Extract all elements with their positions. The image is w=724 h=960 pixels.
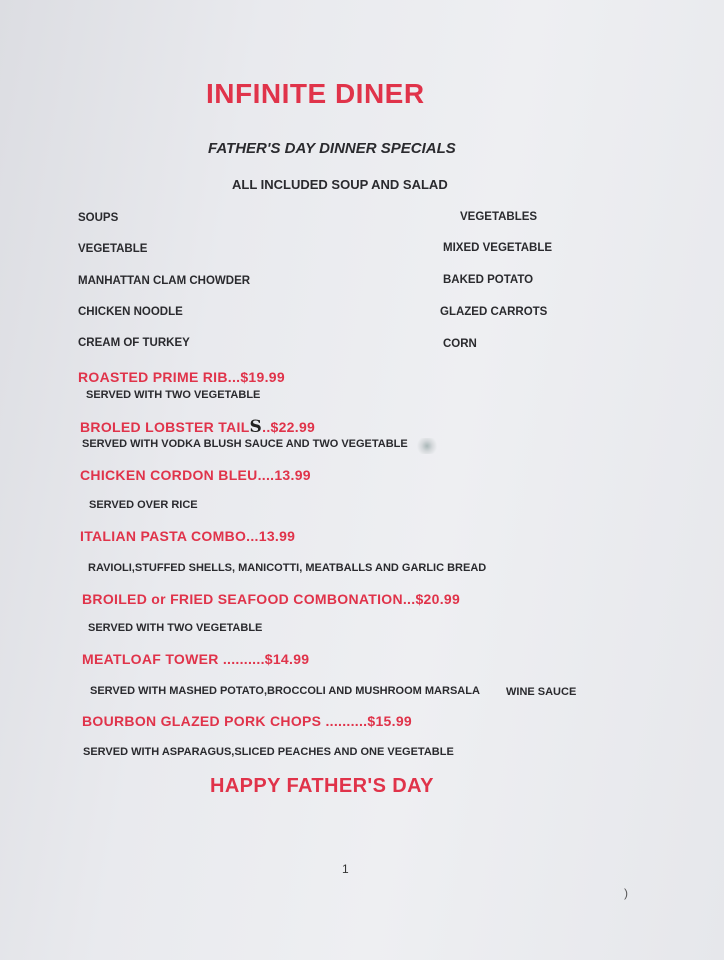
vegetable-item: GLAZED CARROTS <box>440 306 548 318</box>
soup-item: VEGETABLE <box>78 243 148 255</box>
soups-heading: SOUPS <box>78 212 119 224</box>
special-name: ROASTED PRIME RIB...$19.99 <box>78 369 285 385</box>
vegetable-item: BAKED POTATO <box>443 274 534 286</box>
special-name: BOURBON GLAZED PORK CHOPS ..........$15.99 <box>82 713 412 729</box>
special-name: BROILED or FRIED SEAFOOD COMBONATION...$20.99 <box>82 591 461 607</box>
special-name: CHICKEN CORDON BLEU....13.99 <box>80 467 311 483</box>
margin-mark: ) <box>624 886 628 900</box>
special-name: MEATLOAF TOWER ..........$14.99 <box>82 651 310 667</box>
special-name <box>80 417 315 437</box>
special-description: SERVED WITH TWO VEGETABLE <box>88 622 263 634</box>
special-description: SERVED WITH VODKA BLUSH SAUCE AND TWO VEGETABLE <box>82 438 408 450</box>
special-description: SERVED WITH MASHED POTATO,BROCCOLI AND MUSHROOM MARSALA <box>90 685 480 697</box>
vegetable-item: CORN <box>443 338 477 350</box>
special-description: SERVED OVER RICE <box>89 499 198 511</box>
special-name: ITALIAN PASTA COMBO...13.99 <box>80 528 296 544</box>
correction-smudge <box>416 438 438 454</box>
special-name-part: ..$22.99 <box>262 419 316 435</box>
vegetables-heading: VEGETABLES <box>460 211 538 223</box>
vegetable-item: MIXED VEGETABLE <box>443 242 553 254</box>
special-description: SERVED WITH TWO VEGETABLE <box>86 389 261 401</box>
handwritten-correction: S <box>249 417 263 437</box>
soup-item: MANHATTAN CLAM CHOWDER <box>78 275 251 287</box>
special-description: RAVIOLI,STUFFED SHELLS, MANICOTTI, MEATBALLS AND GARLIC BREAD <box>88 562 487 574</box>
soup-item: CHICKEN NOODLE <box>78 306 183 318</box>
soup-item: CREAM OF TURKEY <box>78 337 190 349</box>
special-description-continued: WINE SAUCE <box>506 686 577 698</box>
closing-greeting: HAPPY FATHER'S DAY <box>210 775 434 797</box>
special-name-part: BROLED LOBSTER TAIL <box>80 419 250 435</box>
included-note: ALL INCLUDED SOUP AND SALAD <box>232 177 448 192</box>
special-description: SERVED WITH ASPARAGUS,SLICED PEACHES AND ONE VEGETABLE <box>83 746 454 758</box>
page-subtitle: FATHER'S DAY DINNER SPECIALS <box>208 140 456 157</box>
page-title: INFINITE DINER <box>206 78 425 109</box>
page-number: 1 <box>342 862 349 876</box>
